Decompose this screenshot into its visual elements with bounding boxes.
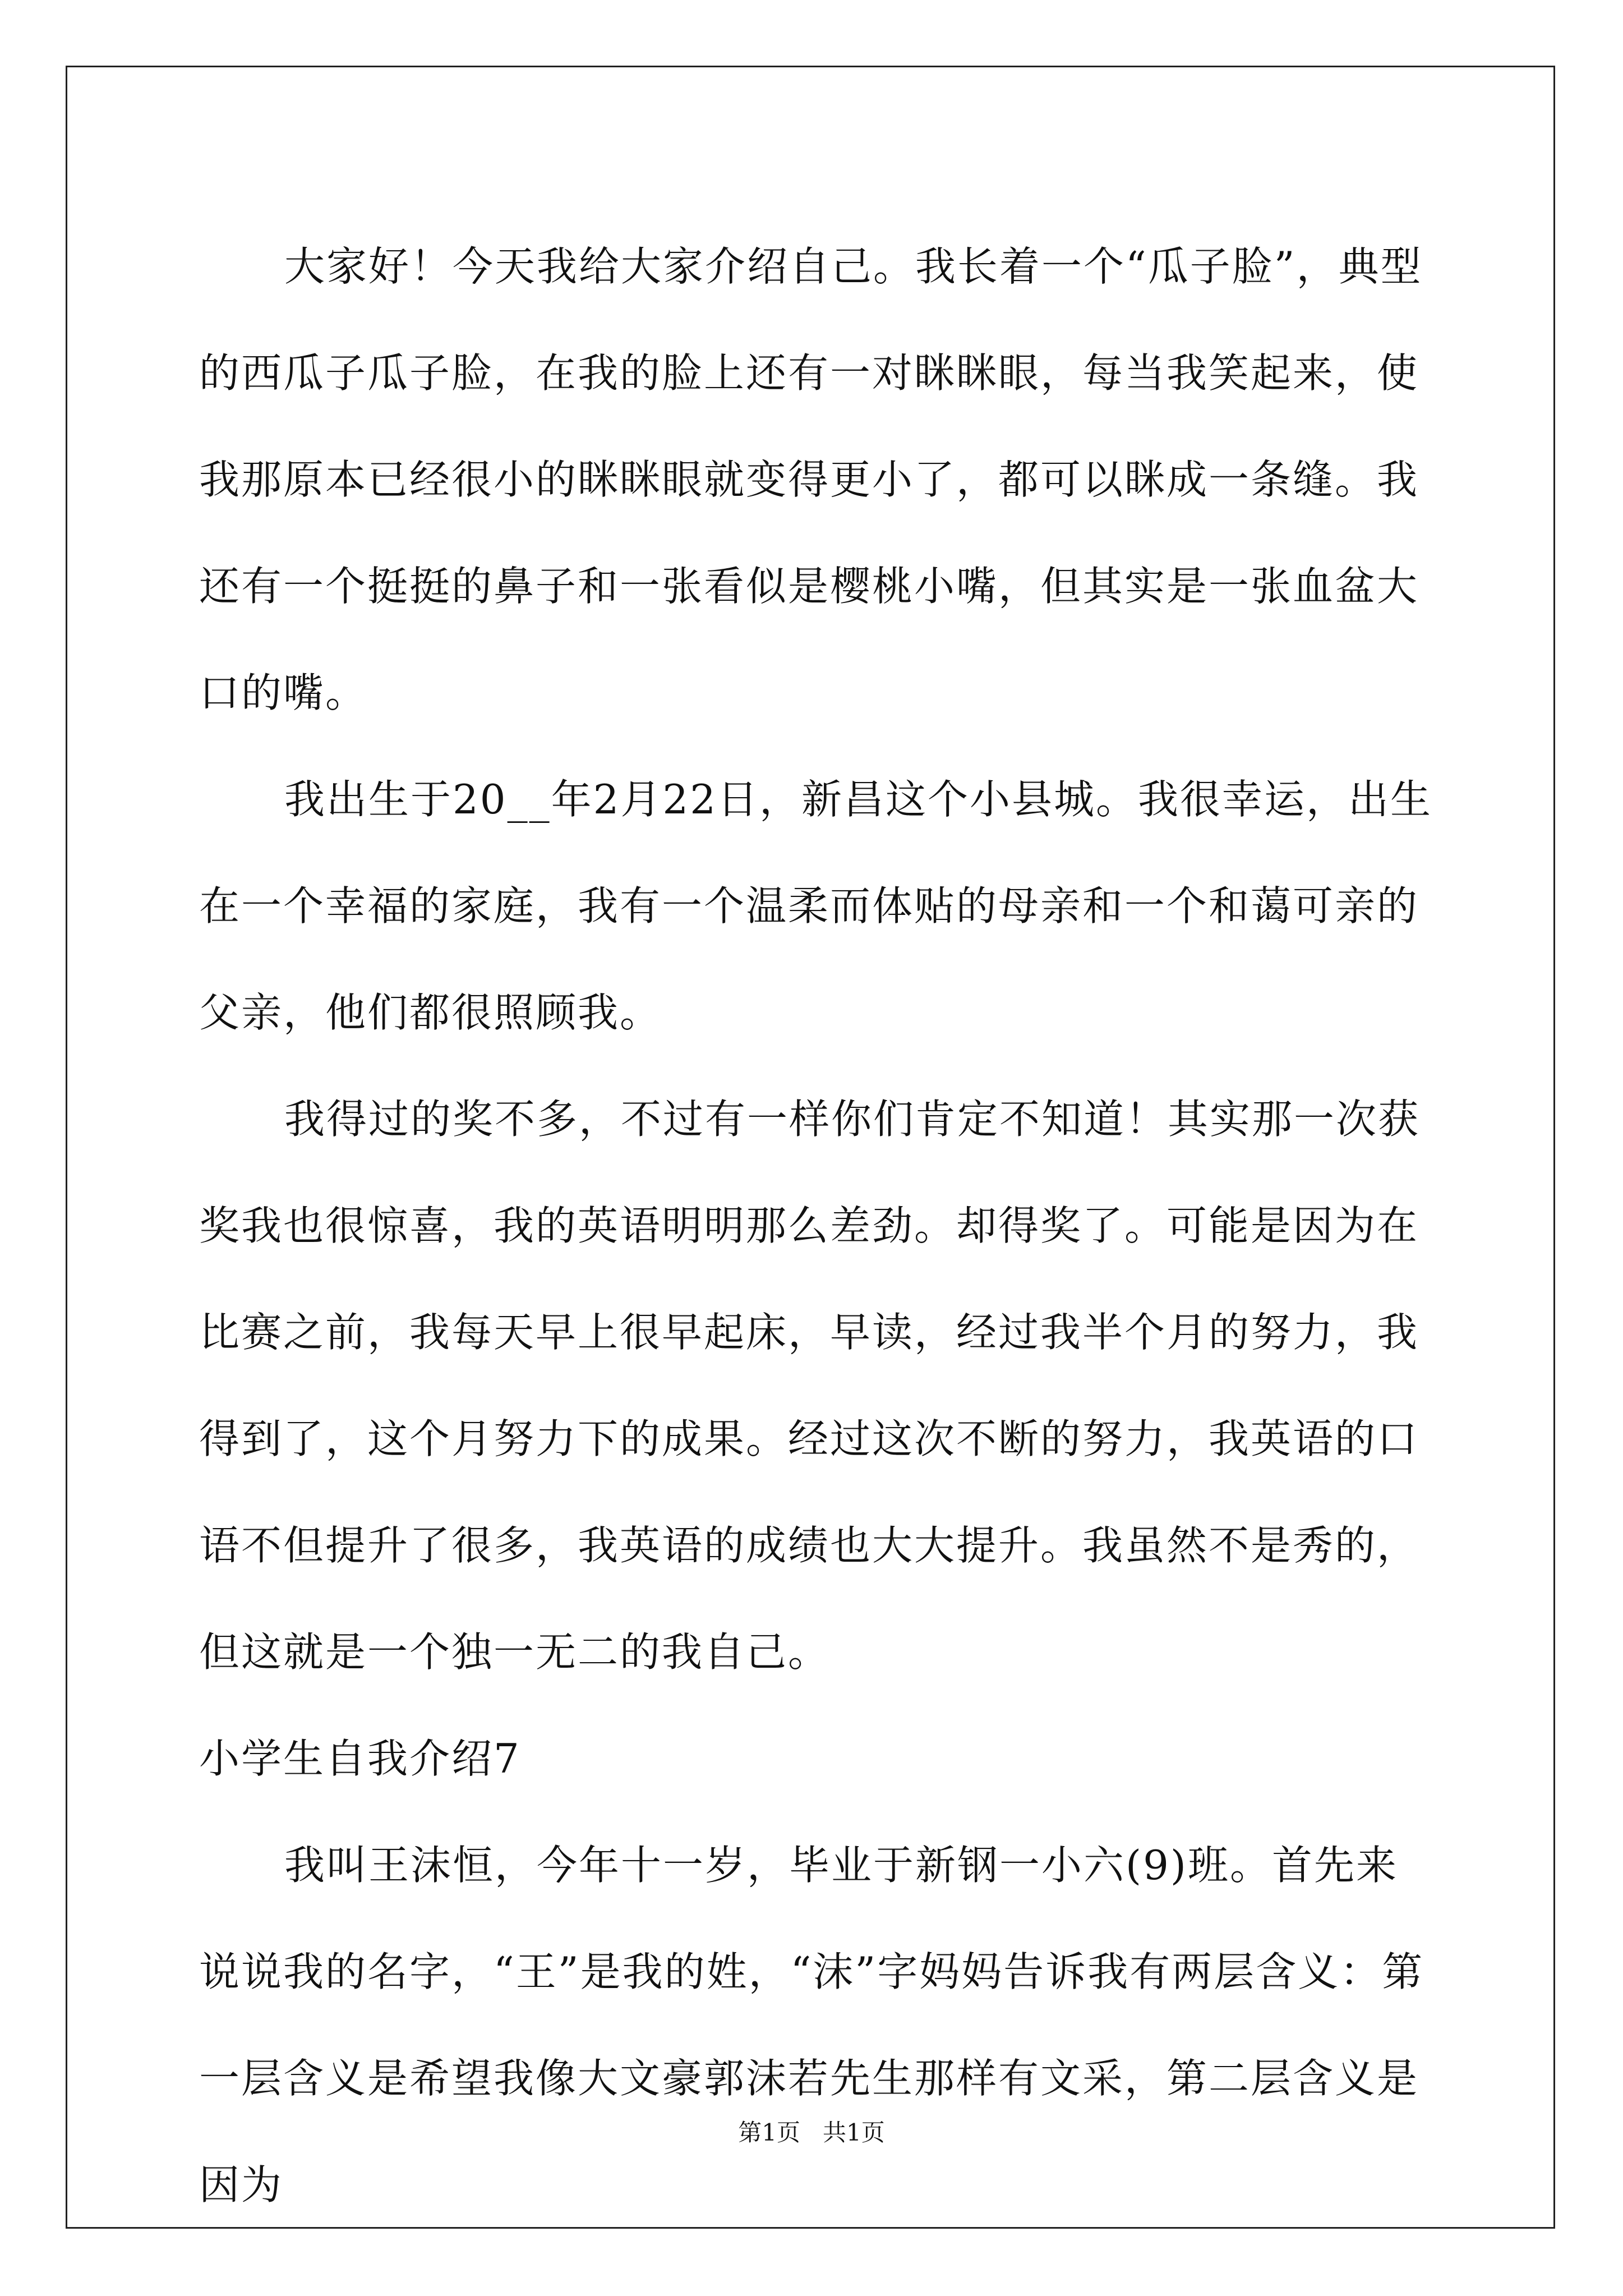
- paragraph-name: 我叫王沫恒，今年十一岁，毕业于新钢一小六(9)班。首先来说说我的名字，“王”是我的姓，“沫”字妈妈告诉我有两层含义：第一层含义是希望我像大文豪郭沫若先生那样有文采，第二层含义是因为: [199, 1842, 1424, 2208]
- page-footer: [0, 2116, 1623, 2150]
- section-heading: 小学生自我介绍7: [199, 1735, 521, 1782]
- paragraph-appearance: 大家好！今天我给大家介绍自己。我长着一个“瓜子脸”，典型的西瓜子瓜子脸，在我的脸上还有一对眯眯眼，每当我笑起来，使我那原本已经很小的眯眯眼就变得更小了，都可以眯成一条缝。我还有一个挺挺的鼻子和一张看似是樱桃小嘴，但其实是一张血盆大口的嘴。: [199, 243, 1423, 716]
- page-total: 共1页: [823, 2119, 885, 2146]
- page-number: 第1页: [738, 2119, 800, 2146]
- document-body: [199, 213, 1433, 2238]
- paragraph-award: 我得过的奖不多，不过有一样你们肯定不知道！其实那一次获奖我也很惊喜，我的英语明明那么差劲。却得奖了。可能是因为在比赛之前，我每天早上很早起床，早读，经过我半个月的努力，我得到了，这个月努力下的成果。经过这次不断的努力，我英语的口语不但提升了很多，我英语的成绩也大大提升。我虽然不是秀的，但这就是一个独一无二的我自己。: [199, 1096, 1421, 1676]
- paragraph-birth: 我出生于20__年2月22日，新昌这个小县城。我很幸运，出生在一个幸福的家庭，我有一个温柔而体贴的母亲和一个和蔼可亲的父亲，他们都很照顾我。: [199, 776, 1433, 1036]
